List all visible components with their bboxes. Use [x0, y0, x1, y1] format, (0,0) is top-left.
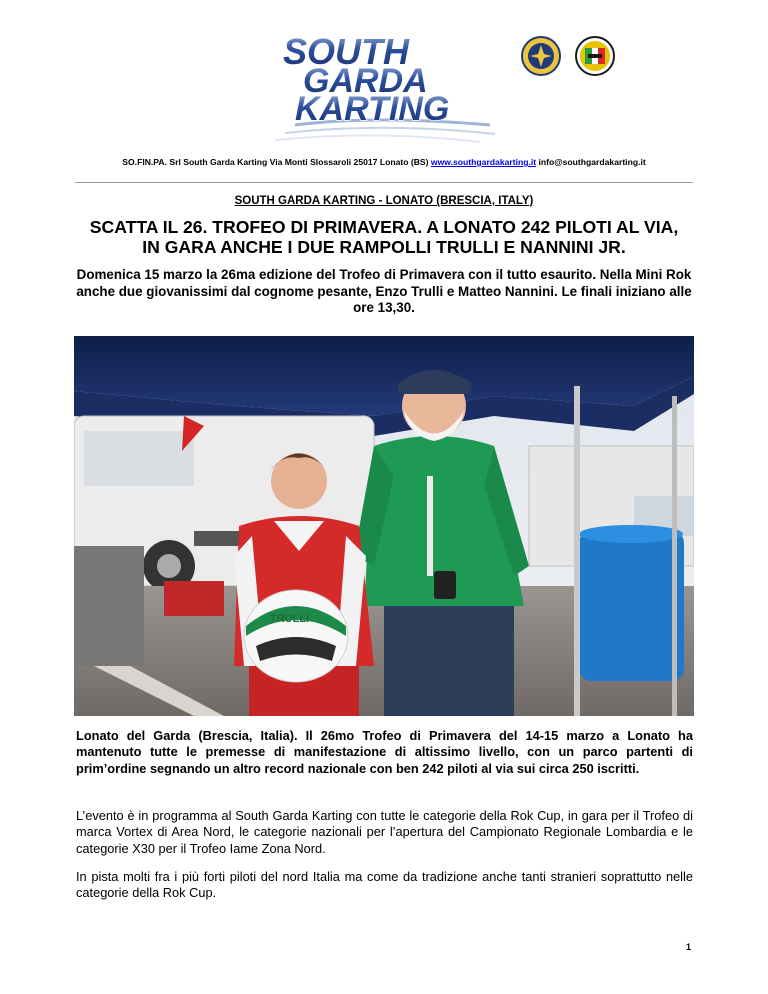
south-garda-karting-logo	[255, 30, 515, 148]
paragraph-1: Lonato del Garda (Brescia, Italia). Il 26mo Trofeo di Primavera del 14-15 marzo a Lonato ha mantenuto tutte le premesse di manifestazione di altissimo livello, con un parco partenti di prim’ordine segnando un altro record nazionale con ben 242 piloti al via sui circa 250 iscritti.	[76, 728, 693, 776]
article-subhead: Domenica 15 marzo la 26ma edizione del Trofeo di Primavera con il tutto esaurito. Nella Mini Rok anche due giovanissimi dal cognome pesante, Enzo Trulli e Matteo Nannini. Le finali iniziano alle ore 13,30.	[76, 267, 692, 315]
letterhead-address	[0, 157, 768, 167]
article-headline	[76, 217, 692, 257]
paragraph-2: L’evento è in programma al South Garda Karting con tutte le categorie della Rok Cup, in gara per il Trofeo di marca Vortex di Area Nord, le categorie nazionali per l’apertura del Campionato Regionale Lombardia e le categorie X30 per il Trofeo Iame Zona Nord.	[76, 808, 693, 856]
headline-line-2: IN GARA ANCHE I DUE RAMPOLLI TRULLI E NANNINI JR.	[142, 237, 626, 257]
article-photo	[74, 336, 694, 716]
paragraph-3: In pista molti fra i più forti piloti del nord Italia ma come da tradizione anche tanti stranieri soprattutto nelle categorie della Rok Cup.	[76, 869, 693, 901]
logo-line-2: GARDA	[303, 62, 428, 100]
website-link[interactable]: www.southgardakarting.it	[430, 157, 537, 167]
article-kicker: SOUTH GARDA KARTING - LONATO (BRESCIA, ITALY)	[234, 195, 534, 207]
headline-line-1: SCATTA IL 26. TROFEO DI PRIMAVERA. A LONATO 242 PILOTI AL VIA,	[89, 217, 679, 237]
aci-csai-seal	[575, 36, 615, 76]
federation-seal-1	[521, 36, 561, 76]
page-number: 1	[686, 942, 692, 952]
company-address: SO.FIN.PA. Srl South Garda Karting Via Monti Slossaroli 25017 Lonato (BS)	[122, 157, 429, 167]
logo-graphic	[255, 30, 515, 148]
logo-line-3: KARTING	[295, 90, 450, 128]
paddock-photo-illustration	[74, 336, 694, 716]
header-divider	[75, 182, 693, 183]
email-address: info@southgardakarting.it	[538, 157, 646, 167]
logo-line-1: SOUTH	[283, 31, 409, 72]
helmet-name: TRULLI	[270, 613, 310, 625]
